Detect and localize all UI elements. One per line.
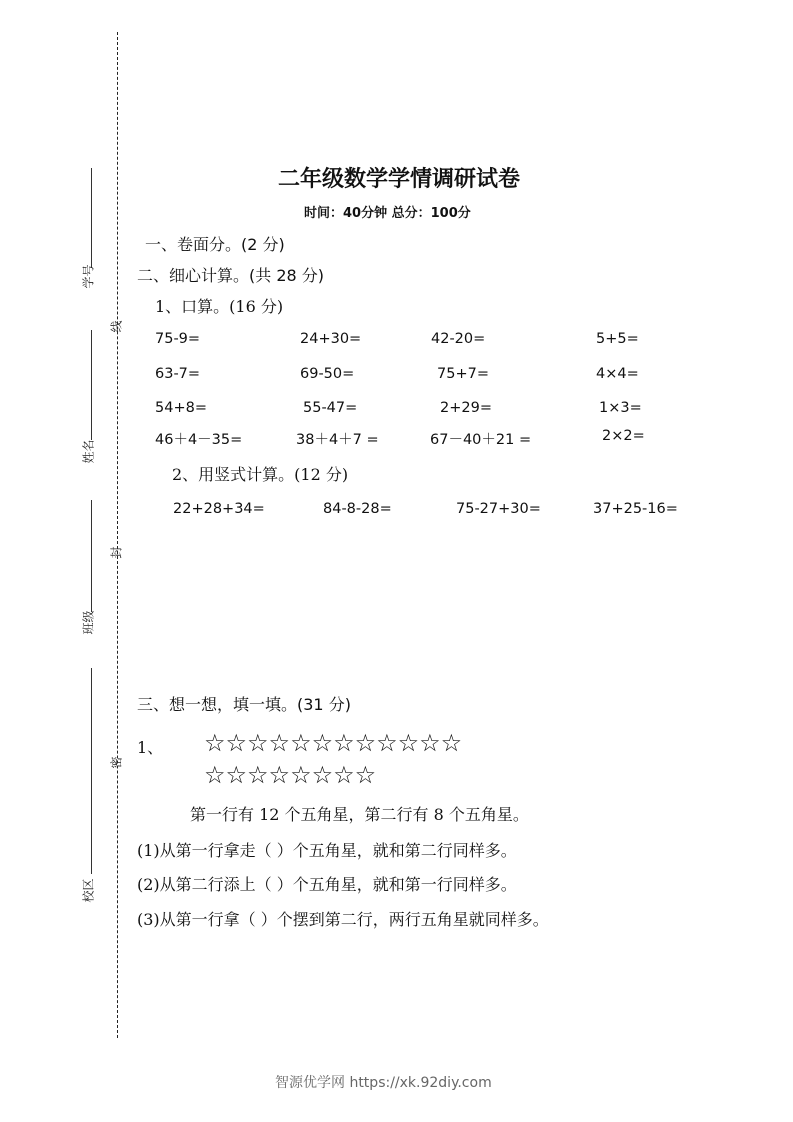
oral-item: 63-7= xyxy=(155,366,201,382)
vertical-calc-item: 37+25-16= xyxy=(593,501,678,517)
class-underline xyxy=(91,500,92,612)
oral-item: 1×3= xyxy=(599,400,642,416)
binding-dashed-line xyxy=(117,32,118,1038)
oral-item: 54+8= xyxy=(155,400,207,416)
vertical-calc-item: 22+28+34= xyxy=(173,501,265,517)
question-1-part-2: (2)从第二行添上（ ）个五角星，就和第一行同样多。 xyxy=(137,875,517,894)
section-2-2-heading: 2、用竖式计算。(12 分) xyxy=(172,465,349,484)
name-underline xyxy=(91,330,92,440)
exam-title: 二年级数学学情调研试卷 xyxy=(278,167,521,192)
student-no-underline xyxy=(91,168,92,268)
class-label: 班级 xyxy=(81,610,96,635)
campus-underline xyxy=(91,668,92,874)
oral-item: 2+29= xyxy=(440,400,492,416)
oral-item: 38＋4＋7 = xyxy=(296,432,379,448)
exam-subtitle: 时间：40分钟 总分：100分 xyxy=(304,206,471,221)
seal-char-xian: 线 xyxy=(109,320,124,333)
oral-item: 2×2= xyxy=(602,428,645,444)
section-2-heading: 二、细心计算。(共 28 分) xyxy=(137,266,325,285)
question-1-part-1: (1)从第一行拿走（ ）个五角星，就和第二行同样多。 xyxy=(137,841,517,860)
oral-item: 42-20= xyxy=(431,331,486,347)
oral-item: 46＋4－35= xyxy=(155,432,243,448)
vertical-calc-item: 75-27+30= xyxy=(456,501,541,517)
footer-watermark: 智源优学网 https://xk.92diy.com xyxy=(275,1075,492,1091)
section-3-heading: 三、想一想，填一填。(31 分) xyxy=(137,695,351,714)
oral-item: 75+7= xyxy=(437,366,489,382)
student-no-label: 学号 xyxy=(81,264,96,289)
name-label: 姓名 xyxy=(81,439,96,464)
seal-char-mi: 密 xyxy=(109,756,124,769)
question-1-part-3: (3)从第一行拿（ ）个摆到第二行，两行五角星就同样多。 xyxy=(137,910,549,929)
question-1-description: 第一行有 12 个五角星，第二行有 8 个五角星。 xyxy=(190,805,529,824)
question-1-number: 1、 xyxy=(137,738,164,757)
oral-item: 4×4= xyxy=(596,366,639,382)
vertical-calc-item: 84-8-28= xyxy=(323,501,392,517)
stars-row-2: ☆☆☆☆☆☆☆☆ xyxy=(204,761,377,789)
campus-label: 校区 xyxy=(81,878,96,903)
oral-item: 67－40＋21 = xyxy=(430,432,532,448)
oral-item: 55-47= xyxy=(303,400,358,416)
section-2-1-heading: 1、口算。(16 分) xyxy=(155,297,284,316)
stars-row-1: ☆☆☆☆☆☆☆☆☆☆☆☆ xyxy=(204,729,463,757)
seal-char-feng: 封 xyxy=(109,546,124,559)
oral-item: 5+5= xyxy=(596,331,639,347)
oral-item: 69-50= xyxy=(300,366,355,382)
oral-item: 24+30= xyxy=(300,331,362,347)
section-1-heading: 一、卷面分。(2 分) xyxy=(145,235,285,254)
oral-item: 75-9= xyxy=(155,331,201,347)
